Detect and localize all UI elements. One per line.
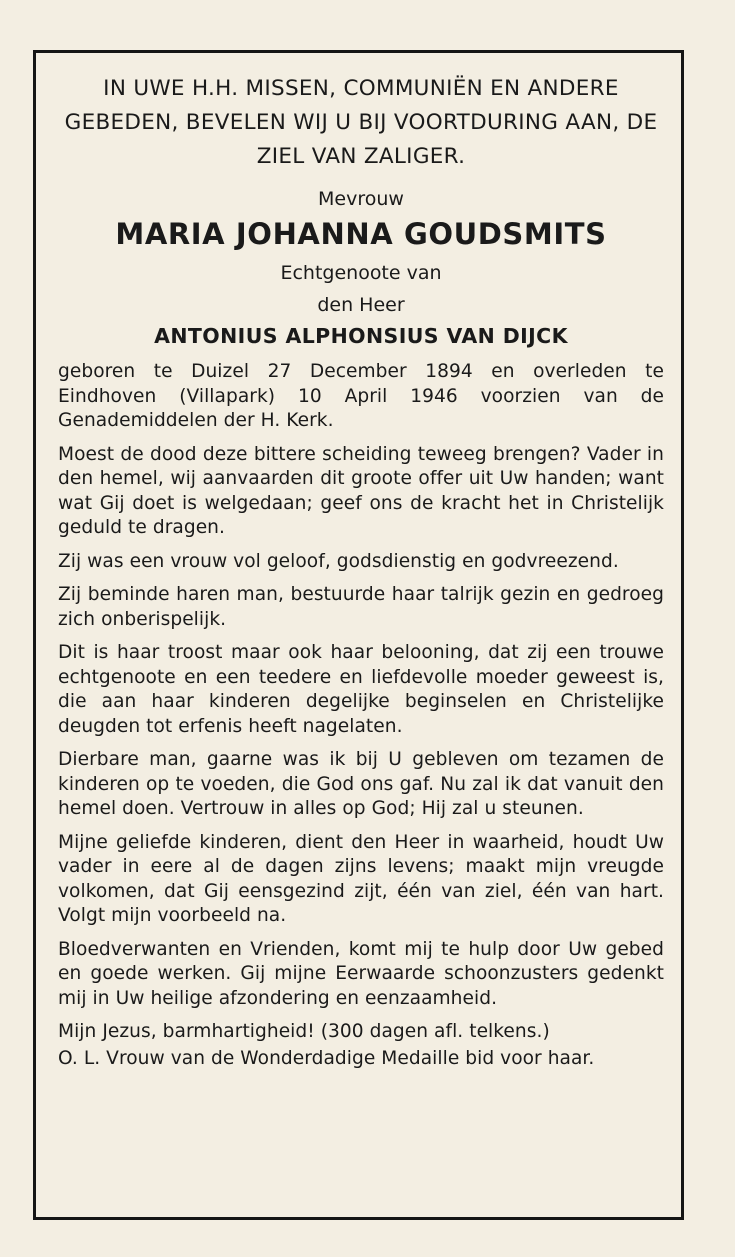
deceased-name: MARIA JOHANNA GOUDSMITS (115, 217, 607, 251)
relation-line-1: Echtgenoote van (280, 262, 442, 284)
paragraph-family: Zij beminde haren man, bestuurde haar talrijk gezin en gedroeg zich onberispelijk. (58, 584, 664, 630)
paragraph-husband: Dierbare man, gaarne was ik bij U gebleven om tezamen de kinderen op te voeden, die God ons gaf. Nu zal ik dat vanuit den hemel doen. Vertrouw in alles op God; Hij zal u steunen. (58, 749, 664, 819)
paragraph-relatives: Bloedverwanten en Vrienden, komt mij te hulp door Uw gebed en goede werken. Gij mijne Eerwaarde schoonzusters gedenkt mij in Uw heilige afzondering en eenzaamheid. (58, 938, 664, 1009)
card-content (58, 72, 664, 1080)
title-prefix: Mevrouw (318, 188, 404, 210)
relation-line-2: den Heer (317, 294, 405, 316)
paragraph-prayer: Moest de dood deze bittere scheiding teweeg brengen? Vader in den hemel, wij aanvaarden dit groote offer uit Uw handen; want wat Gij doet is welgedaan; geef ons de kracht het in Christelijk geduld te dragen. (58, 443, 664, 538)
paragraph-our-lady: O. L. Vrouw van de Wonderdadige Medaille bid voor haar. (58, 1047, 595, 1069)
paragraph-comfort: Dit is haar troost maar ook haar belooning, dat zij een trouwe echtgenoote en een teedere en liefdevolle moeder geweest is, die aan haar kinderen degelijke beginselen en Christelijke deugden tot erfenis heeft nagelaten. (58, 642, 664, 737)
intro-text: IN UWE H.H. MISSEN, COMMUNIËN EN ANDERE GEBEDEN, BEVELEN WIJ U BIJ VOORTDURING AAN, DE ZIEL VAN ZALIGER. (64, 76, 658, 169)
spouse-name: ANTONIUS ALPHONSIUS VAN DIJCK (154, 324, 568, 348)
paragraph-children: Mijne geliefde kinderen, dient den Heer in waarheid, houdt Uw vader in eere al de dagen zijns levens; maakt mijn vreugde volkomen, dat Gij eensgezind zijt, één van ziel, één van hart. Volgt mijn voorbeeld na. (58, 831, 664, 926)
paragraph-indulgence: Mijn Jezus, barmhartigheid! (300 dagen afl. telkens.) (58, 1021, 550, 1042)
paragraph-faith: Zij was een vrouw vol geloof, godsdienstig en godvreezend. (58, 550, 619, 572)
paragraph-birth-death: geboren te Duizel 27 December 1894 en overleden te Eindhoven (Villapark) 10 April 1946 voorzien van de Genademiddelen der H. Kerk. (58, 361, 664, 431)
